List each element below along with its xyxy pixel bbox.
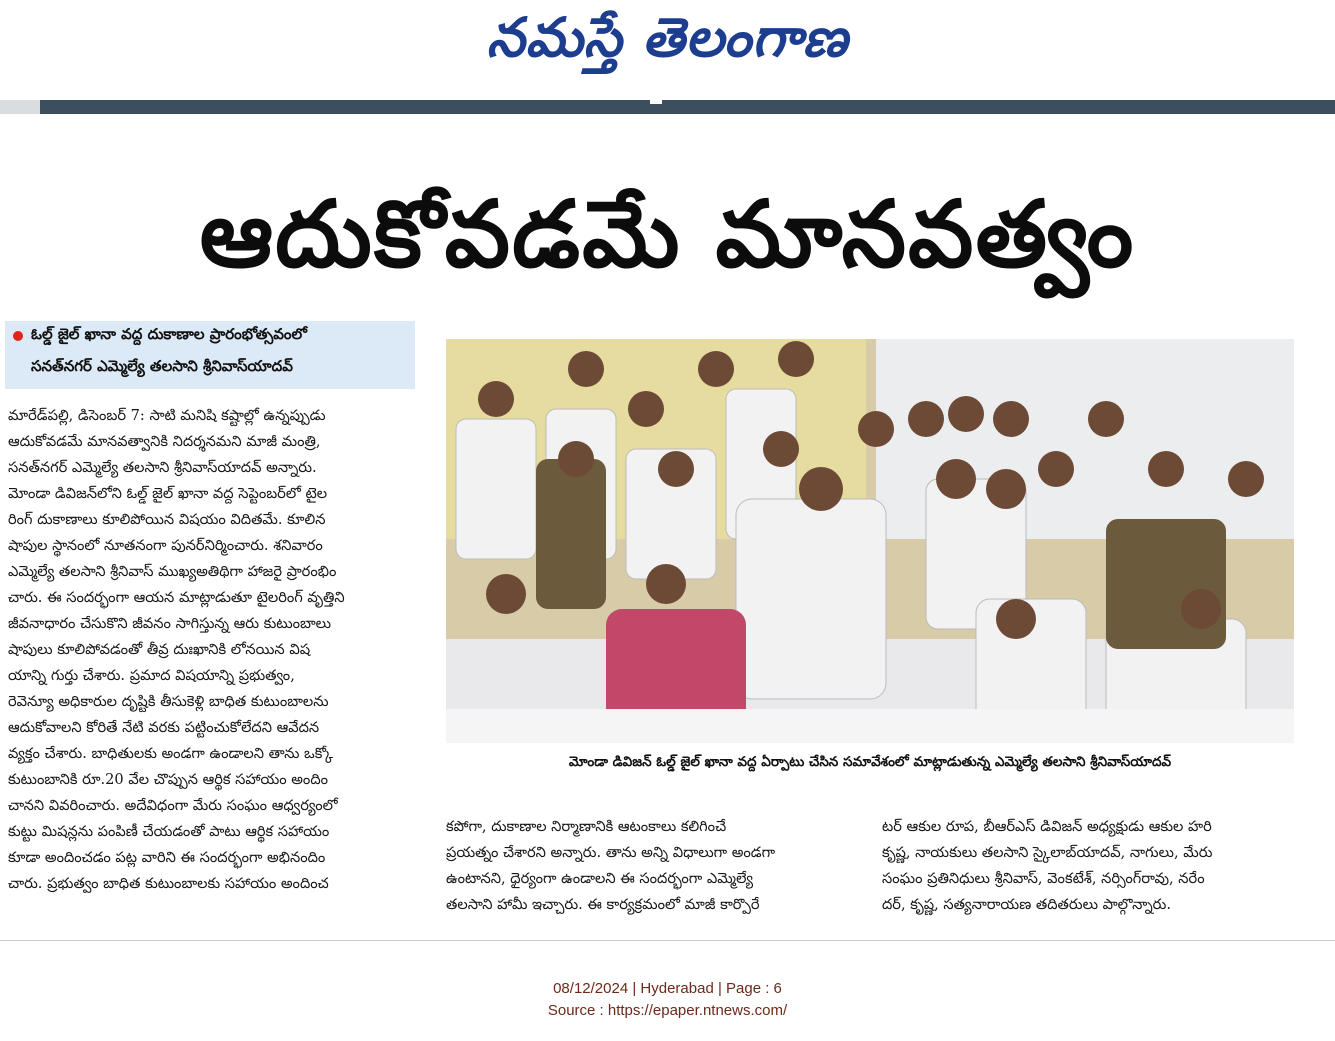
photo-illustration xyxy=(446,339,1294,743)
article-line: మారేడ్‌పల్లి, డిసెంబర్ 7: సాటి మనిషి కష్టాల్లో ఉన్నప్పుడు xyxy=(8,407,326,424)
article-line: షాపులు కూలిపోవడంతో తీవ్ర దుఃఖానికి లోనయిన విష xyxy=(8,641,311,658)
page-footer xyxy=(0,978,1335,1022)
page-divider xyxy=(0,940,1335,941)
article-line: వ్యక్తం చేశారు. బాధితులకు అండగా ఉండాలని తాను ఒక్కో xyxy=(8,745,334,762)
news-photo xyxy=(446,339,1294,743)
article-line: చానని వివరించారు. అదేవిధంగా మేరు సంఘం ఆధ్వర్యంలో xyxy=(8,797,338,814)
article-line: కృష్ణ, నాయకులు తలసాని స్కైలాబ్‌యాదవ్, నాగులు, మేరు xyxy=(882,844,1213,861)
article-line: చారు. ప్రభుత్వం బాధిత కుటుంబాలకు సహాయం అందించ xyxy=(8,875,329,892)
rule-notch xyxy=(650,96,662,104)
article-line: చారు. ఈ సందర్భంగా ఆయన మాట్లాడుతూ టైలరింగ్ వృత్తిని xyxy=(8,589,345,606)
article-line: ఆదుకోవడమే మానవత్వానికి నిదర్శనమని మాజీ మంత్రి, xyxy=(8,433,321,450)
article-column-1 xyxy=(8,403,418,897)
source-link[interactable]: Source : https://epaper.ntnews.com/ xyxy=(547,1002,788,1019)
article-line: కుట్టు మిషన్లను పంపిణీ చేయడంతో పాటు ఆర్థిక సహాయం xyxy=(8,823,330,840)
article-line: ఎమ్మెల్యే తలసాని శ్రీనివాస్ ముఖ్యఅతిథిగా హాజరై ప్రారంభిం xyxy=(8,563,337,580)
bullet-icon xyxy=(13,331,23,341)
article-line: యాన్ని గుర్తు చేశారు. ప్రమాద విషయాన్ని ప్రభుత్వం, xyxy=(8,667,295,684)
article-line: జీవనాధారం చేసుకొని జీవనం సాగిస్తున్న ఆరు కుటుంబాలు xyxy=(8,615,332,632)
masthead xyxy=(0,0,1335,100)
rule-accent xyxy=(0,100,40,114)
article-column-3 xyxy=(882,814,1292,918)
article-line: సంఘం ప్రతినిధులు శ్రీనివాస్, వెంకటేశ్, నర్సింగ్‌రావు, నరేం xyxy=(882,870,1205,887)
article-line: రెవెన్యూ అధికారుల దృష్టికి తీసుకెళ్లి బాధిత కుటుంబాలను xyxy=(8,693,329,710)
article-column-2 xyxy=(446,814,856,918)
newspaper-logo: నమస్తే తెలంగాణ xyxy=(486,6,849,69)
kicker-line-2: సనత్‌నగర్ ఎమ్మెల్యే తలసాని శ్రీనివాస్‌యాదవ్ xyxy=(31,357,293,375)
article-line: కపోగా, దుకాణాల నిర్మాణానికి ఆటంకాలు కలిగించే xyxy=(446,818,727,835)
article-line: కుటుంబానికి రూ.20 వేల చొప్పున ఆర్థిక సహాయం అందిం xyxy=(8,771,329,788)
photo-caption: మోండా డివిజన్ ఓల్డ్ జైల్ ఖానా వద్ద ఏర్పాటు చేసిన సమావేశంలో మాట్లాడుతున్న ఎమ్మెల్యే తలసాని శ్రీనివాస్‌యాదవ్ xyxy=(568,754,1172,770)
article-line: సనత్‌నగర్ ఎమ్మెల్యే తలసాని శ్రీనివాస్‌యాదవ్ అన్నారు. xyxy=(8,459,317,476)
article-line: మోండా డివిజన్‌లోని ఓల్డ్ జైల్ ఖానా వద్ద సెప్టెంబర్‌లో టైల xyxy=(8,485,328,502)
article-line: రింగ్ దుకాణాలు కూలిపోయిన విషయం విదితమే. కూలిన xyxy=(8,511,326,528)
article-line: కూడా అందించడం పట్ల వారిని ఈ సందర్భంగా అభినందిం xyxy=(8,849,326,866)
masthead-rule xyxy=(0,100,1335,114)
article-line: ప్రయత్నం చేశారని అన్నారు. తాను అన్ని విధాలుగా అండగా xyxy=(446,844,776,861)
article-line: షాపుల స్థానంలో నూతనంగా పునర్‌నిర్మించారు. శనివారం xyxy=(8,537,323,554)
article-line: ఉంటానని, ధైర్యంగా ఉండాలని ఈ సందర్భంగా ఎమ్మెల్యే xyxy=(446,870,754,887)
article-line: తలసాని హామీ ఇచ్చారు. ఈ కార్యక్రమంలో మాజీ కార్పొరే xyxy=(446,896,760,913)
headline: ఆదుకోవడమే మానవత్వం xyxy=(199,181,1136,288)
kicker-box xyxy=(5,321,415,389)
article-line: ఆదుకోవాలని కోరితే నేటి వరకు పట్టించుకోలేదని ఆవేదన xyxy=(8,719,320,736)
article-line: దర్, కృష్ణ, సత్యనారాయణ తదితరులు పాల్గొన్నారు. xyxy=(882,896,1171,913)
kicker-line-1: ఓల్డ్ జైల్ ఖానా వద్ద దుకాణాల ప్రారంభోత్సవంలో xyxy=(31,325,307,343)
edition-info: 08/12/2024 | Hyderabad | Page : 6 xyxy=(553,980,782,997)
article-line: టర్ ఆకుల రూప, బీఆర్‌ఎస్ డివిజన్ అధ్యక్షుడు ఆకుల హరి xyxy=(882,818,1212,835)
